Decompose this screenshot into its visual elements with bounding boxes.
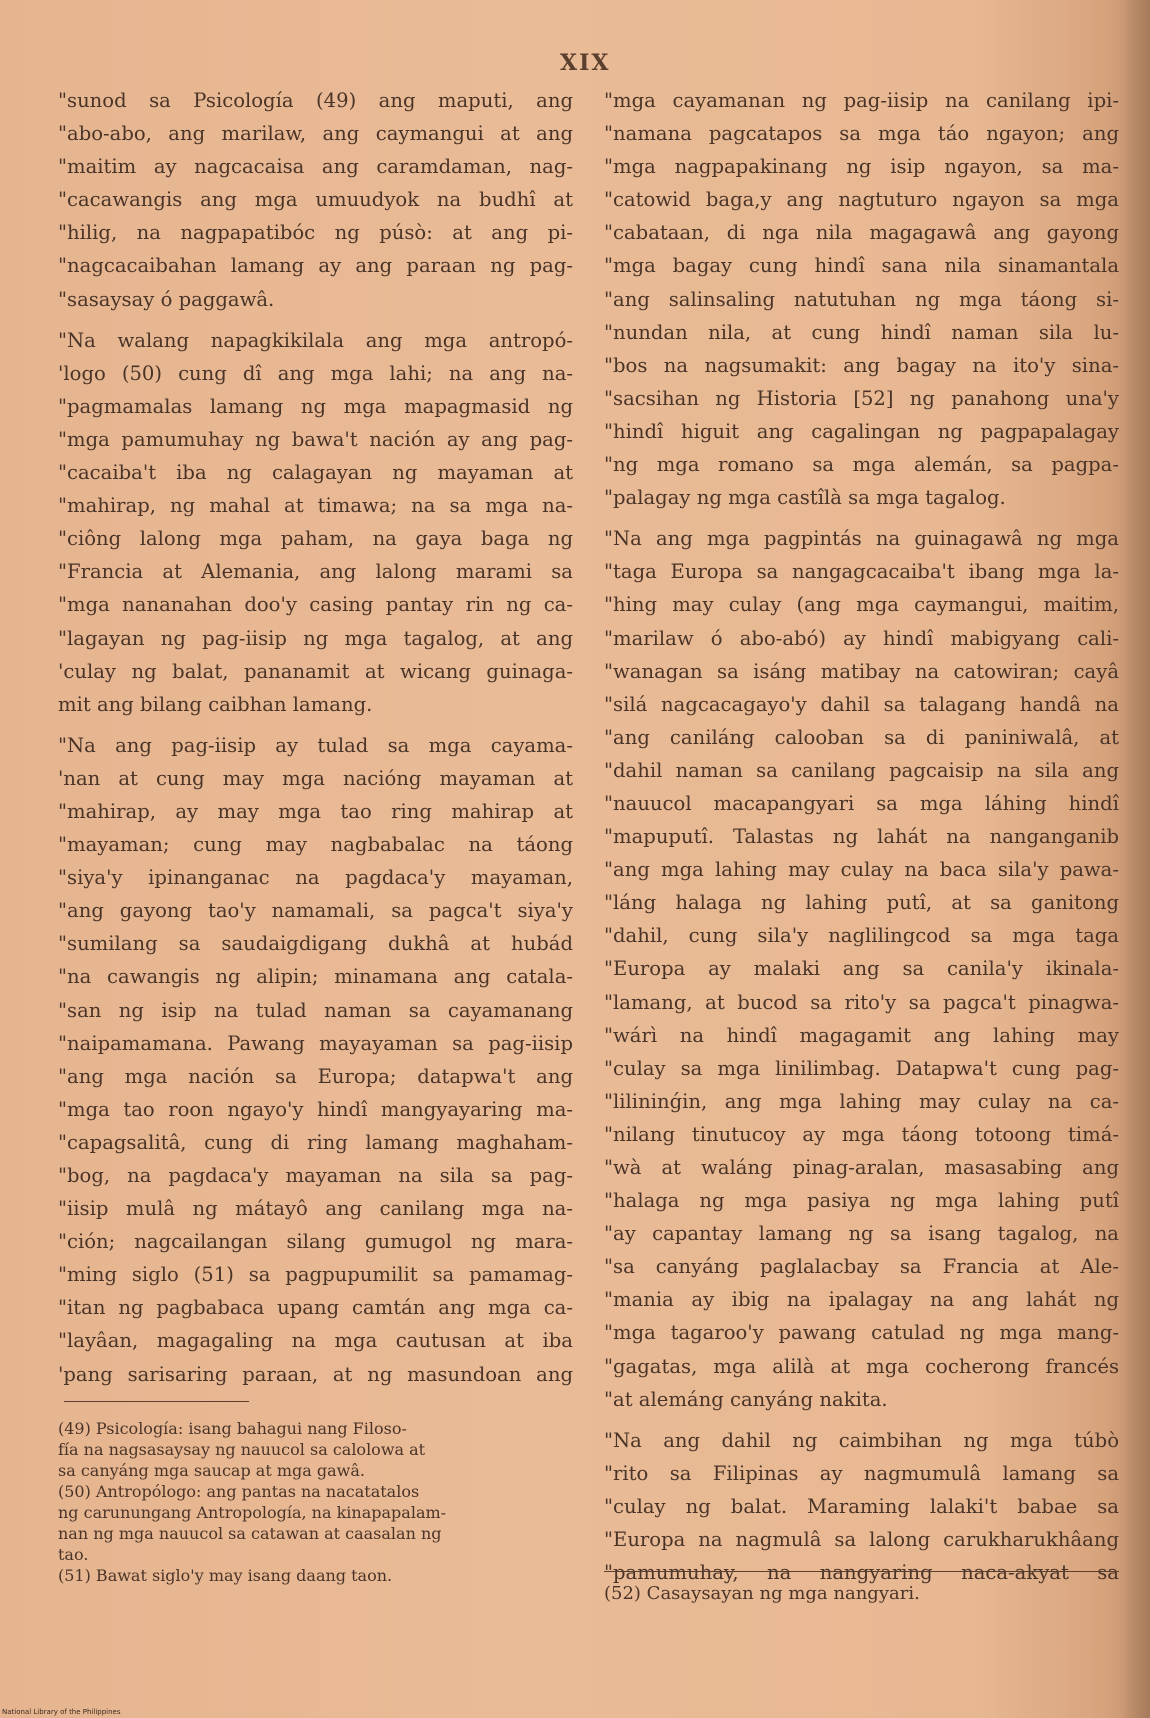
footnote-line: (50) Antropólogo: ang pantas na nacatatalos bbox=[58, 1482, 420, 1501]
text-line: "mga tagaroo'y pawang catulad ng mga mang- bbox=[604, 1321, 1119, 1345]
text-line: 'nan at cung may mga nacióng mayaman at bbox=[58, 766, 573, 790]
text-line: "naipamamana. Pawang mayayaman sa pag-iisip bbox=[58, 1031, 573, 1055]
text-line: "ang gayong tao'y namamali, sa pagca't siya'y bbox=[58, 899, 573, 923]
text-line: "catowid baga,y ang nagtuturo ngayon sa mga bbox=[604, 188, 1119, 212]
text-line: "cabataan, di nga nila magagawâ ang gayong bbox=[604, 221, 1119, 245]
text-line: "mga tao roon ngayo'y hindî mangyayaring ma- bbox=[58, 1097, 573, 1121]
text-line: "sunod sa Psicología (49) ang maputi, ang bbox=[58, 89, 573, 112]
text-line: "hilig, na nagpapatibóc ng púsò: at ang pi- bbox=[58, 221, 573, 245]
text-line: "mga pamumuhay ng bawa't nación ay ang pag- bbox=[58, 427, 573, 451]
text-line: 'pang sarisaring paraan, at ng masundoan ang bbox=[58, 1362, 573, 1386]
text-line: "Europa ay malaki ang sa canila'y ikinala- bbox=[604, 957, 1119, 981]
text-line: "mayaman; cung may nagbabalac na táong bbox=[58, 833, 573, 857]
text-line: "nagcacaibahan lamang ay ang paraan ng pag- bbox=[58, 254, 573, 278]
left-text-column bbox=[58, 84, 573, 1391]
text-line: "bos na nagsumakit: ang bagay na ito'y sina- bbox=[604, 353, 1119, 377]
footnote-line: (51) Bawat siglo'y may isang daang taon. bbox=[58, 1566, 393, 1585]
text-line: "iisip mulâ ng mátayô ang canilang mga na- bbox=[58, 1197, 573, 1221]
text-line: "wanagan sa isáng matibay na catowiran; cayâ bbox=[604, 659, 1119, 683]
footnote-line: (49) Psicología: isang bahagui nang Filoso- bbox=[58, 1419, 407, 1438]
text-line: "Na ang pag-iisip ay tulad sa mga cayama- bbox=[58, 733, 573, 757]
text-line: "dahil naman sa canilang pagcaisip na sila ang bbox=[604, 758, 1119, 782]
text-line: "mga nananahan doo'y casing pantay rin ng ca- bbox=[58, 593, 573, 617]
text-line: "cacaiba't iba ng calagayan ng mayaman at bbox=[58, 461, 573, 485]
text-line: "ción; nagcailangan silang gumugol ng mara- bbox=[58, 1230, 573, 1254]
text-line: "silá nagcacagayo'y dahil sa talagang handâ na bbox=[604, 692, 1119, 716]
text-line: "sumilang sa saudaigdigang dukhâ at hubád bbox=[58, 932, 573, 956]
text-line: "bog, na pagdaca'y mayaman na sila sa pag- bbox=[58, 1164, 573, 1187]
footnote-line: fía na nagsasaysay ng nauucol sa calolowa at bbox=[58, 1440, 426, 1459]
footnote-line: nan ng mga nauucol sa catawan at caasalan ng bbox=[58, 1524, 442, 1543]
text-line: "abo-abo, ang marilaw, ang caymangui at ang bbox=[58, 122, 573, 146]
text-line: "lilininǵin, ang mga lahing may culay na ca- bbox=[604, 1089, 1119, 1113]
footnote-line: (52) Casaysayan ng mga nangyari. bbox=[604, 1583, 920, 1604]
text-line: "Na walang napagkikilala ang mga antropó- bbox=[58, 328, 573, 352]
text-line: "itan ng pagbabaca upang camtán ang mga ca- bbox=[58, 1296, 573, 1320]
text-line: "mahirap, ng mahal at timawa; na sa mga na- bbox=[58, 494, 573, 518]
library-stamp: National Library of the Philippines bbox=[2, 1708, 121, 1716]
text-line: "culay ng balat. Maraming lalaki't babae sa bbox=[604, 1494, 1119, 1518]
footnotes-right bbox=[604, 1582, 1119, 1606]
text-line: "siya'y ipinanganac na pagdaca'y mayaman, bbox=[58, 866, 573, 890]
text-line: 'culay ng balat, pananamit at wicang guinaga- bbox=[58, 659, 573, 683]
text-line: "láng halaga ng lahing putî, at sa ganitong bbox=[604, 891, 1119, 915]
text-line: "Europa na nagmulâ sa lalong carukharukhâang bbox=[604, 1528, 1119, 1552]
text-line: "marilaw ó abo-abó) ay hindî mabigyang cali- bbox=[604, 626, 1119, 650]
text-line: "pamumuhay, na nangyaring naca-akyat sa bbox=[604, 1561, 1119, 1585]
text-line: "Na ang mga pagpintás na guinagawâ ng mga bbox=[604, 527, 1119, 551]
text-line: "culay sa mga linilimbag. Datapwa't cung pag- bbox=[604, 1056, 1119, 1080]
text-line: "mga bagay cung hindî sana nila sinamantala bbox=[604, 254, 1119, 278]
footnote-line: tao. bbox=[58, 1545, 89, 1564]
text-line: "wà at waláng pinag-aralan, masasabing ang bbox=[604, 1156, 1119, 1179]
page-number: XIX bbox=[560, 50, 611, 76]
text-line: "ay capantay lamang ng sa isang tagalog, na bbox=[604, 1222, 1119, 1246]
text-line: "pagmamalas lamang ng mga mapagmasid ng bbox=[58, 394, 573, 418]
text-line: "lagayan ng pag-iisip ng mga tagalog, at ang bbox=[58, 626, 573, 650]
paragraph-gap bbox=[58, 316, 573, 324]
paragraph-gap bbox=[604, 1416, 1119, 1424]
text-line: "ang salinsaling natutuhan ng mga táong si- bbox=[604, 287, 1119, 311]
text-line: "nilang tinutucoy ay mga táong totoong timá- bbox=[604, 1122, 1119, 1146]
text-line: "ang mga nación sa Europa; datapwa't ang bbox=[58, 1064, 573, 1088]
footnote-divider-right bbox=[604, 1571, 1119, 1572]
text-line: "maitim ay nagcacaisa ang caramdaman, nag- bbox=[58, 155, 573, 179]
text-line: "taga Europa sa nangagcacaiba't ibang mga la- bbox=[604, 560, 1119, 584]
footnote-divider-left bbox=[64, 1401, 249, 1402]
text-line: "gagatas, mga alilà at mga cocherong francés bbox=[604, 1354, 1119, 1378]
paragraph-gap bbox=[58, 721, 573, 729]
text-line: "halaga ng mga pasiya ng mga lahing putî bbox=[604, 1189, 1119, 1213]
footnote-line: sa canyáng mga saucap at mga gawâ. bbox=[58, 1461, 365, 1480]
text-line: "Francia at Alemania, ang lalong marami sa bbox=[58, 560, 573, 584]
text-line: "namana pagcatapos sa mga táo ngayon; ang bbox=[604, 122, 1119, 146]
text-line: "mga nagpapakinang ng isip ngayon, sa ma- bbox=[604, 155, 1119, 179]
text-line: "at alemáng canyáng nakita. bbox=[604, 1387, 888, 1411]
text-line: "ciông lalong mga paham, na gaya baga ng bbox=[58, 527, 573, 551]
text-line: "dahil, cung sila'y naglilingcod sa mga taga bbox=[604, 924, 1119, 948]
text-line: "hing may culay (ang mga caymangui, maitim, bbox=[604, 593, 1119, 617]
text-line: "mapuputî. Talastas ng lahát na nanganganib bbox=[604, 825, 1119, 849]
text-line: "layâan, magagaling na mga cautusan at iba bbox=[58, 1329, 573, 1353]
text-line: "ang caniláng calooban sa di paniniwalâ, at bbox=[604, 725, 1119, 749]
text-line: "mga cayamanan ng pag-iisip na canilang ipi- bbox=[604, 89, 1119, 112]
text-line: "rito sa Filipinas ay nagmumulâ lamang sa bbox=[604, 1461, 1119, 1485]
text-line: "Na ang dahil ng caimbihan ng mga túbò bbox=[604, 1428, 1119, 1452]
text-line: "ang mga lahing may culay na baca sila'y pawa- bbox=[604, 858, 1119, 882]
text-line: "sacsihan ng Historia [52] ng panahong una'y bbox=[604, 386, 1119, 410]
text-line: "ng mga romano sa mga alemán, sa pagpa- bbox=[604, 453, 1119, 477]
text-line: "san ng isip na tulad naman sa cayamanang bbox=[58, 998, 573, 1022]
text-line: 'logo (50) cung dî ang mga lahi; na ang na- bbox=[58, 361, 573, 385]
right-text-column bbox=[604, 84, 1119, 1589]
text-line: mit ang bilang caibhan lamang. bbox=[58, 692, 373, 716]
binding-shadow bbox=[1122, 0, 1150, 1718]
text-line: "wárì na hindî magagamit ang lahing may bbox=[604, 1023, 1119, 1047]
text-line: "palagay ng mga castîlà sa mga tagalog. bbox=[604, 486, 1006, 510]
text-line: "na cawangis ng alipin; minamana ang catala- bbox=[58, 965, 573, 989]
text-line: "mahirap, ay may mga tao ring mahirap at bbox=[58, 799, 573, 823]
text-line: "hindî higuit ang cagalingan ng pagpapalagay bbox=[604, 419, 1119, 443]
text-line: "capagsalitâ, cung di ring lamang maghaham- bbox=[58, 1130, 573, 1154]
paragraph-gap bbox=[604, 514, 1119, 522]
text-line: "sa canyáng paglalacbay sa Francia at Ale- bbox=[604, 1255, 1119, 1279]
text-line: "cacawangis ang mga umuudyok na budhî at bbox=[58, 188, 573, 212]
text-line: "lamang, at bucod sa rito'y sa pagca't pinagwa- bbox=[604, 990, 1119, 1014]
footnotes-left bbox=[58, 1418, 568, 1586]
text-line: "ming siglo (51) sa pagpupumilit sa pamamag- bbox=[58, 1263, 573, 1287]
text-line: "nundan nila, at cung hindî naman sila lu- bbox=[604, 320, 1119, 344]
text-line: "sasaysay ó paggawâ. bbox=[58, 287, 275, 311]
text-line: "nauucol macapangyari sa mga láhing hindî bbox=[604, 791, 1119, 815]
footnote-line: ng carunungang Antropología, na kinapapalam- bbox=[58, 1503, 447, 1522]
text-line: "mania ay ibig na ipalagay na ang lahát ng bbox=[604, 1288, 1119, 1312]
